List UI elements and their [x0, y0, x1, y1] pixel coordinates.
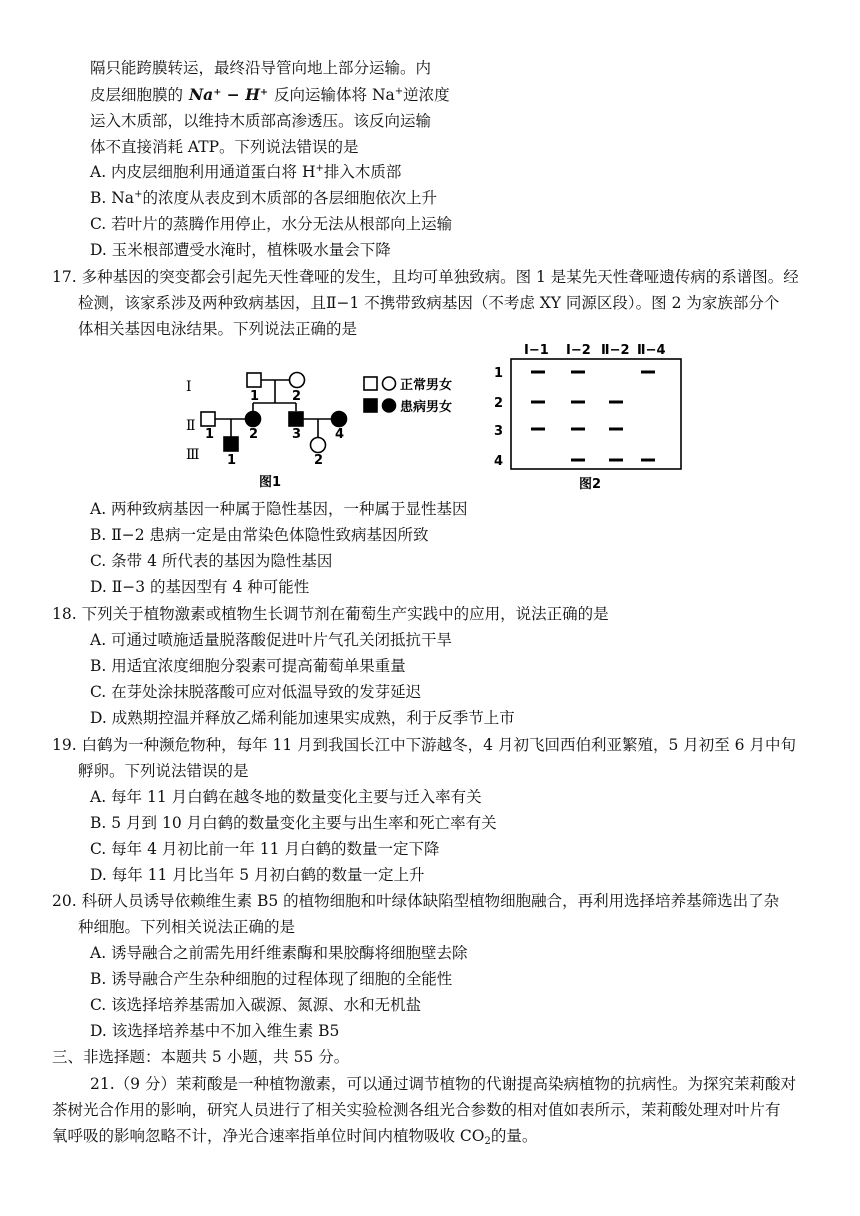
gel-row-label-1: 1 — [494, 366, 504, 381]
q21-line3-b: 的量。 — [490, 1127, 538, 1145]
q21-line1: 21.（9 分）茉莉酸是一种植物激素，可以通过调节植物的代谢提高染病植物的抗病性。为探究茉莉酸对 — [90, 1075, 796, 1093]
q16-line2-b: 反向运输体将 Na — [274, 86, 395, 104]
gel-band-row2-col3 — [609, 401, 623, 404]
electrophoresis-figure — [494, 343, 681, 492]
gel-band-row4-col4 — [641, 459, 655, 462]
q16-option-b-text2: 的浓度从表皮到木质部的各层细胞依次上升 — [142, 189, 437, 207]
q20-option-d: D. 该选择培养基中不加入维生素 B5 — [90, 1022, 340, 1040]
pedigree-I2-normal-female — [290, 373, 305, 388]
num-I2: 2 — [292, 389, 302, 404]
q21-line2: 茶树光合作用的影响，研究人员进行了相关实验检测各组光合参数的相对值如表所示，茉莉酸处理对叶片有 — [52, 1101, 781, 1119]
q16-option-b-text1: B. Na — [90, 189, 135, 207]
q20-stem-line1: 20. 科研人员诱导依赖维生素 B5 的植物细胞和叶绿体缺陷型植物细胞融合，再利用选择培养基筛选出了杂 — [52, 892, 780, 910]
q20-option-a: A. 诱导融合之前需先用纤维素酶和果胶酶将细胞壁去除 — [90, 944, 468, 962]
q17-stem-line3: 体相关基因电泳结果。下列说法正确的是 — [78, 320, 358, 338]
legend-affected-label: 患病男女 — [400, 400, 453, 415]
gel-band-row3-col2 — [571, 428, 585, 431]
q19-option-b: B. 5 月到 10 月白鹤的数量变化主要与出生率和死亡率有关 — [90, 814, 497, 832]
num-II3: 3 — [292, 427, 302, 442]
q21-line3-sub: 2 — [484, 1136, 491, 1147]
num-II2: 2 — [249, 427, 259, 442]
section3-heading: 三、非选择题：本题共 5 小题，共 55 分。 — [52, 1048, 350, 1066]
q18-option-a: A. 可通过喷施适量脱落酸促进叶片气孔关闭抵抗干旱 — [90, 631, 453, 649]
gel-row-label-2: 2 — [494, 396, 504, 411]
q16-line2-c: 逆浓度 — [403, 86, 450, 104]
pedigree-III2-normal-female — [311, 438, 326, 453]
legend-affected-female-symbol — [383, 399, 396, 412]
pedigree-II2-affected-female — [246, 412, 261, 427]
gel-band-row1-col2 — [571, 371, 585, 374]
q17-option-c: C. 条带 4 所代表的基因为隐性基因 — [90, 552, 333, 570]
q16-option-a-text2: 排入木质部 — [323, 163, 402, 181]
pedigree-I1-normal-male — [247, 373, 261, 387]
figure2-caption: 图2 — [579, 477, 602, 492]
q20-option-c: C. 该选择培养基需加入碳源、氮源、水和无机盐 — [90, 996, 422, 1014]
gel-band-row2-col1 — [531, 401, 545, 404]
q19-option-d: D. 每年 11 月比当年 5 月初白鹤的数量一定上升 — [90, 866, 425, 884]
q16-line1: 隔只能跨膜转运，最终沿导管向地上部分运输。内 — [90, 59, 432, 77]
q19-option-c: C. 每年 4 月初比前一年 11 月白鹤的数量一定下降 — [90, 840, 440, 858]
gel-row-label-3: 3 — [494, 424, 504, 439]
q19-option-a: A. 每年 11 月白鹤在越冬地的数量变化主要与迁入率有关 — [90, 788, 482, 806]
legend-normal-male-symbol — [364, 377, 377, 390]
q17-option-d: D. Ⅱ−3 的基因型有 4 种可能性 — [90, 578, 310, 596]
q21-line3 — [52, 1125, 537, 1147]
gel-band-row3-col1 — [531, 428, 545, 431]
pedigree-III1-affected-male — [224, 437, 238, 451]
q18-stem: 18. 下列关于植物激素或植物生长调节剂在葡萄生产实践中的应用，说法正确的是 — [52, 605, 609, 623]
q16-option-a-text1: A. 内皮层细胞利用通道蛋白将 H — [90, 163, 316, 181]
q20-stem-line2: 种细胞。下列相关说法正确的是 — [78, 918, 296, 936]
q16-option-b-sup: + — [134, 189, 143, 200]
q21-line3-a: 氧呼吸的影响忽略不计，净光合速率指单位时间内植物吸收 CO — [52, 1127, 485, 1145]
num-I1: 1 — [250, 389, 260, 404]
gel-band-row1-col4 — [641, 371, 655, 374]
gel-band-row4-col3 — [609, 459, 623, 462]
q18-option-c: C. 在芽处涂抹脱落酸可应对低温导致的发芽延迟 — [90, 683, 422, 701]
q16-option-a-sup: + — [315, 163, 324, 174]
gel-col-label-I2: Ⅰ−2 — [566, 343, 591, 358]
gel-band-row3-col3 — [609, 428, 623, 431]
legend-normal-label: 正常男女 — [400, 378, 453, 393]
q17-option-b: B. Ⅱ−2 患病一定是由常染色体隐性致病基因所致 — [90, 526, 429, 544]
gel-col-label-I1: Ⅰ−1 — [524, 343, 549, 358]
q16-line2-a: 皮层细胞膜的 — [90, 86, 184, 104]
q18-option-d: D. 成熟期控温并释放乙烯利能加速果实成熟，利于反季节上市 — [90, 709, 515, 727]
num-II4: 4 — [335, 427, 345, 442]
q16-line2-sup: + — [394, 86, 404, 97]
q16-line3: 运入木质部，以维持木质部高渗透压。该反向运输 — [90, 112, 432, 130]
q19-stem-line2: 孵卵。下列说法错误的是 — [78, 762, 249, 780]
q17-option-a: A. 两种致病基因一种属于隐性基因，一种属于显性基因 — [90, 500, 468, 518]
q18-option-b: B. 用适宜浓度细胞分裂素可提高葡萄单果重量 — [90, 657, 406, 675]
q19-stem-line1: 19. 白鹤为一种濒危物种，每年 11 月到我国长江中下游越冬，4 月初飞回西伯利亚繁殖，5 月初至 6 月中旬 — [52, 736, 796, 754]
gel-col-label-II2: Ⅱ−2 — [601, 343, 630, 358]
pedigree-II1-normal-male — [201, 412, 215, 426]
gel-band-row1-col1 — [531, 371, 545, 374]
q20-option-b: B. 诱导融合产生杂种细胞的过程体现了细胞的全能性 — [90, 970, 453, 988]
gen-label-I: Ⅰ — [186, 379, 192, 395]
q16-line4: 体不直接消耗 ATP。下列说法错误的是 — [90, 138, 359, 156]
num-III1: 1 — [227, 453, 237, 468]
gel-band-row2-col2 — [571, 401, 585, 404]
num-III2: 2 — [314, 453, 324, 468]
q16-option-c: C. 若叶片的蒸腾作用停止，水分无法从根部向上运输 — [90, 215, 453, 233]
gel-col-label-II4: Ⅱ−4 — [637, 343, 666, 358]
num-II1: 1 — [205, 427, 215, 442]
q17-stem-line1: 17. 多种基因的突变都会引起先天性聋哑的发生，且均可单独致病。图 1 是某先天性聋哑遗传病的系谱图。经 — [52, 268, 799, 286]
q16-option-d: D. 玉米根部遭受水淹时，植株吸水量会下降 — [90, 241, 391, 259]
q17-stem-line2: 检测，该家系涉及两种致病基因，且Ⅱ−1 不携带致病基因（不考虑 XY 同源区段）。图 2 为家族部分个 — [78, 294, 780, 312]
legend-normal-female-symbol — [383, 377, 396, 390]
gen-label-II: Ⅱ — [186, 418, 196, 434]
pedigree-II3-affected-male — [289, 412, 303, 426]
pedigree-II4-affected-female — [332, 412, 347, 427]
legend-affected-male-symbol — [364, 399, 377, 412]
gel-row-label-4: 4 — [494, 454, 504, 469]
gel-band-row4-col2 — [571, 459, 585, 462]
gen-label-III: Ⅲ — [186, 447, 200, 463]
figure1-caption: 图1 — [259, 475, 282, 490]
na-h-formula: Na⁺ − H⁺ — [189, 85, 269, 104]
gel-frame — [511, 359, 681, 469]
